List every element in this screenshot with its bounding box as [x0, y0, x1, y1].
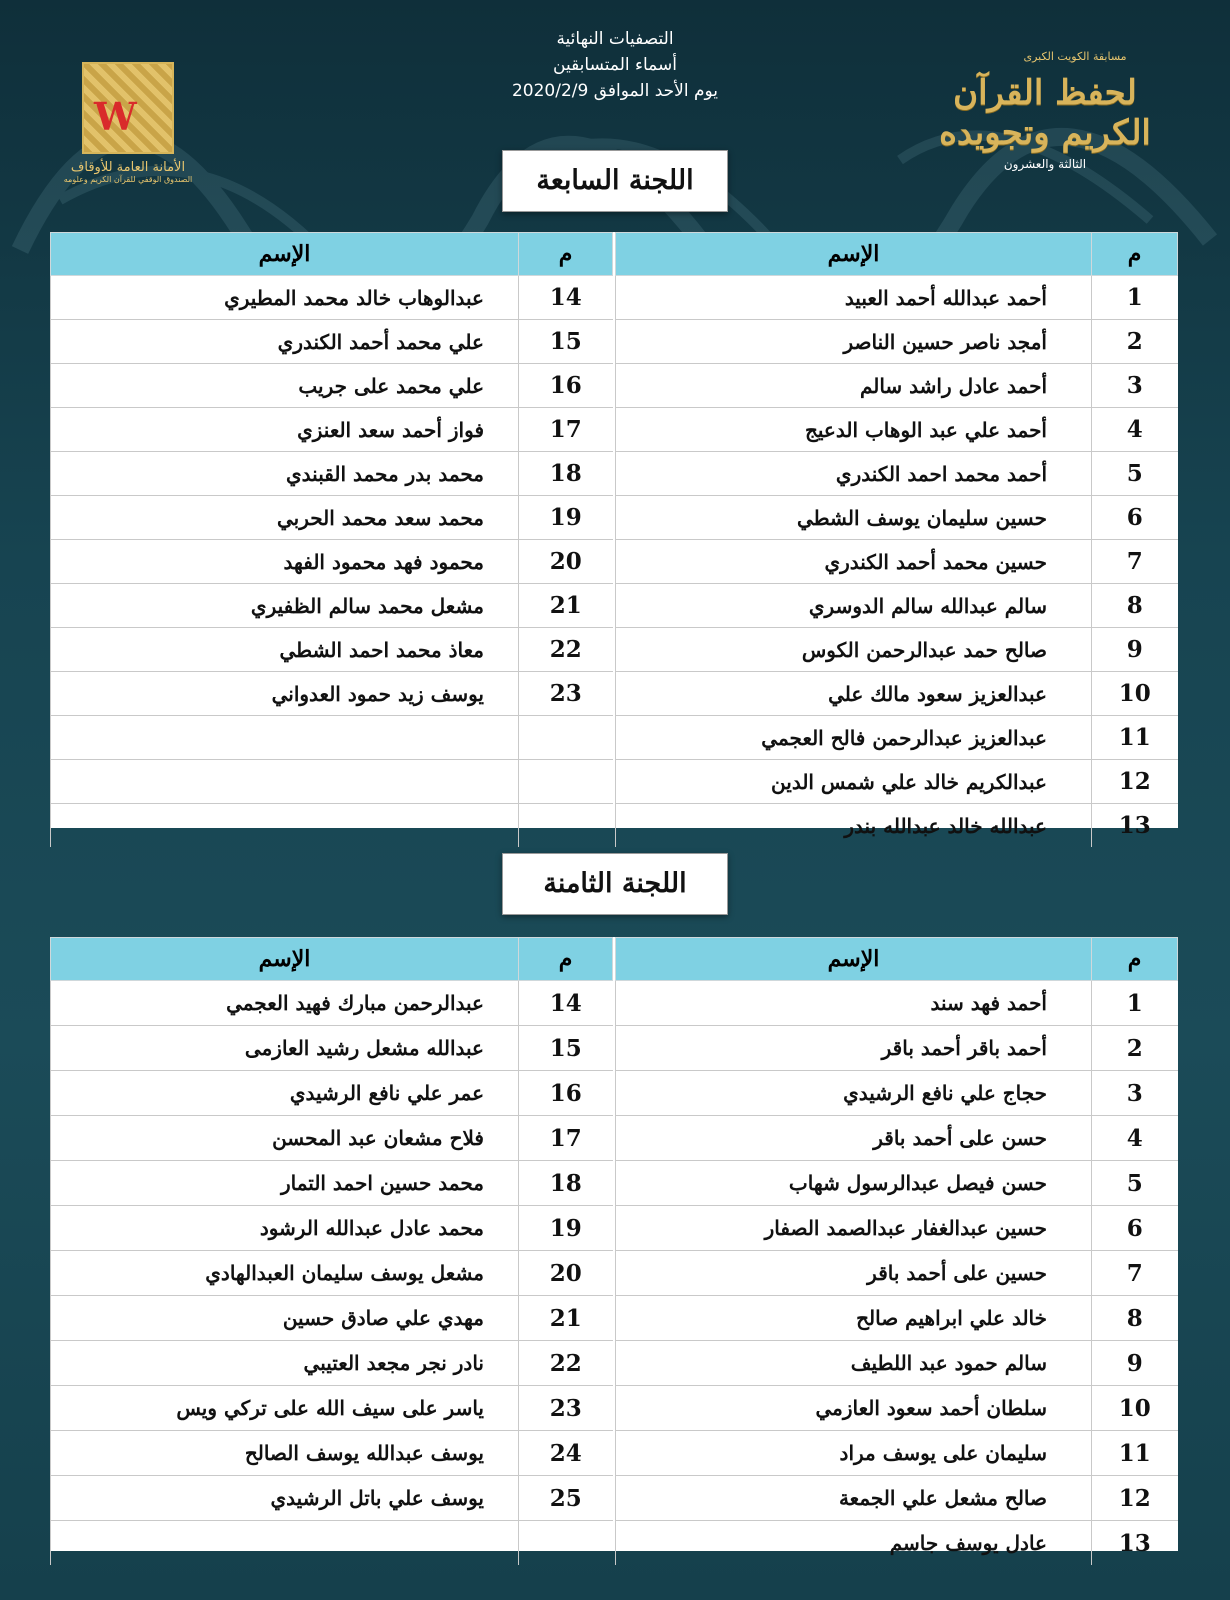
- contestant-name: حسن على أحمد باقر: [616, 1116, 1092, 1161]
- column-header-name: الإسم: [616, 938, 1092, 981]
- contestant-name: محمد عادل عبدالله الرشود: [51, 1206, 519, 1251]
- row-number: 8: [1092, 1296, 1178, 1341]
- contestant-name: [51, 1521, 519, 1566]
- contestant-name: عبدالوهاب خالد محمد المطيري: [51, 276, 519, 320]
- contestant-name: [51, 804, 519, 848]
- contestant-name: سلطان أحمد سعود العازمي: [616, 1386, 1092, 1431]
- row-number: 20: [519, 540, 613, 584]
- contestant-name: عبدالكريم خالد علي شمس الدين: [616, 760, 1092, 804]
- header-line-2: أسماء المتسابقين: [553, 55, 677, 75]
- row-number: 9: [1092, 1341, 1178, 1386]
- table-row: [616, 804, 1178, 848]
- table-row: [616, 1431, 1178, 1476]
- contestant-name: ياسر على سيف الله على تركي ويس: [51, 1386, 519, 1431]
- row-number: 14: [519, 276, 613, 320]
- contestant-name: عبدالعزيز عبدالرحمن فالح العجمي: [616, 716, 1092, 760]
- row-number: [519, 716, 613, 760]
- row-number: [519, 804, 613, 848]
- contestant-name: حسين عبدالغفار عبدالصمد الصفار: [616, 1206, 1092, 1251]
- contestant-name: حجاج علي نافع الرشيدي: [616, 1071, 1092, 1116]
- table-row: [51, 364, 613, 408]
- row-number: 25: [519, 1476, 613, 1521]
- row-number: [519, 760, 613, 804]
- table-row: [616, 716, 1178, 760]
- table-row: [51, 981, 613, 1026]
- row-number: 12: [1092, 1476, 1178, 1521]
- competition-logo-top: مسابقة الكويت الكبرى: [1023, 50, 1127, 63]
- contestant-name: عبدالله خالد عبدالله بندر: [616, 804, 1092, 848]
- contestant-name: أحمد فهد سند: [616, 981, 1092, 1026]
- row-number: 2: [1092, 1026, 1178, 1071]
- contestant-name: سليمان على يوسف مراد: [616, 1431, 1092, 1476]
- contestant-name: مشعل محمد سالم الظفيري: [51, 584, 519, 628]
- table-row: [51, 716, 613, 760]
- contestant-name: علي محمد أحمد الكندري: [51, 320, 519, 364]
- column-header-name: الإسم: [51, 233, 519, 276]
- row-number: 14: [519, 981, 613, 1026]
- contestant-name: عبدالرحمن مبارك فهيد العجمي: [51, 981, 519, 1026]
- row-number: 1: [1092, 276, 1178, 320]
- contestant-name: محمد سعد محمد الحربي: [51, 496, 519, 540]
- committee-7-table: [50, 232, 1178, 839]
- contestant-name: [51, 760, 519, 804]
- table-row: [616, 1206, 1178, 1251]
- table-row: [616, 364, 1178, 408]
- contestant-name: أحمد عبدالله أحمد العبيد: [616, 276, 1092, 320]
- table-row: [51, 1386, 613, 1431]
- table-row: [51, 804, 613, 848]
- row-number: 19: [519, 496, 613, 540]
- row-number: 16: [519, 1071, 613, 1116]
- table-row: [51, 1161, 613, 1206]
- column-header-name: الإسم: [616, 233, 1092, 276]
- contestant-name: حسين سليمان يوسف الشطي: [616, 496, 1092, 540]
- awqaf-logo: [58, 62, 198, 202]
- column-header-num: م: [1092, 938, 1178, 981]
- table-row: [616, 1026, 1178, 1071]
- contestant-name: محمد بدر محمد القبندي: [51, 452, 519, 496]
- contestant-name: محمود فهد محمود الفهد: [51, 540, 519, 584]
- row-number: 2: [1092, 320, 1178, 364]
- row-number: 8: [1092, 584, 1178, 628]
- row-number: 11: [1092, 1431, 1178, 1476]
- table-row: [616, 1386, 1178, 1431]
- table-row: [616, 1341, 1178, 1386]
- table-row: [616, 540, 1178, 584]
- row-number: 23: [519, 672, 613, 716]
- table-row: [51, 1476, 613, 1521]
- table-row: [616, 1116, 1178, 1161]
- contestant-name: أحمد عادل راشد سالم: [616, 364, 1092, 408]
- row-number: 16: [519, 364, 613, 408]
- contestant-name: يوسف زيد حمود العدواني: [51, 672, 519, 716]
- table-row: [51, 584, 613, 628]
- contestant-name: علي محمد على جريب: [51, 364, 519, 408]
- committee-8-table: [50, 937, 1178, 1557]
- header-line-1: التصفيات النهائية: [556, 29, 674, 49]
- contestant-name: [51, 716, 519, 760]
- committee-7-table-left: [50, 232, 613, 828]
- contestant-name: مهدي علي صادق حسين: [51, 1296, 519, 1341]
- table-row: [616, 1161, 1178, 1206]
- table-row: [51, 408, 613, 452]
- table-row: [51, 1026, 613, 1071]
- committee-7-title: اللجنة السابعة: [502, 150, 728, 212]
- row-number: 12: [1092, 760, 1178, 804]
- committee-7-table-right: [615, 232, 1178, 839]
- row-number: 18: [519, 1161, 613, 1206]
- row-number: 10: [1092, 672, 1178, 716]
- row-number: 15: [519, 1026, 613, 1071]
- row-number: 17: [519, 408, 613, 452]
- table-row: [51, 672, 613, 716]
- row-number: 21: [519, 1296, 613, 1341]
- contestant-name: سالم عبدالله سالم الدوسري: [616, 584, 1092, 628]
- row-number: 20: [519, 1251, 613, 1296]
- table-row: [51, 1251, 613, 1296]
- awqaf-caption: الأمانة العامة للأوقاف: [70, 160, 186, 175]
- table-row: [616, 1296, 1178, 1341]
- row-number: 11: [1092, 716, 1178, 760]
- contestant-name: صالح مشعل علي الجمعة: [616, 1476, 1092, 1521]
- row-number: 18: [519, 452, 613, 496]
- table-row: [51, 1206, 613, 1251]
- competition-logo-sub: الثالثة والعشرون: [1003, 157, 1087, 171]
- awqaf-subcaption: الصندوق الوقفي للقرآن الكريم وعلومه: [63, 175, 193, 184]
- column-header-num: م: [519, 938, 613, 981]
- contestant-name: معاذ محمد احمد الشطي: [51, 628, 519, 672]
- column-header-num: م: [1092, 233, 1178, 276]
- table-row: [51, 628, 613, 672]
- header-line-3: يوم الأحد الموافق 2020/2/9: [511, 81, 718, 101]
- table-row: [616, 1521, 1178, 1566]
- row-number: 9: [1092, 628, 1178, 672]
- table-row: [51, 540, 613, 584]
- row-number: 22: [519, 628, 613, 672]
- table-row: [616, 628, 1178, 672]
- row-number: 5: [1092, 1161, 1178, 1206]
- contestant-name: مشعل يوسف سليمان العبدالهادي: [51, 1251, 519, 1296]
- table-row: [51, 1521, 613, 1566]
- contestant-name: عبدالله مشعل رشيد العازمى: [51, 1026, 519, 1071]
- table-row: [616, 320, 1178, 364]
- row-number: 19: [519, 1206, 613, 1251]
- table-row: [51, 276, 613, 320]
- table-row: [51, 1341, 613, 1386]
- contestant-name: أحمد محمد احمد الكندري: [616, 452, 1092, 496]
- table-row: [51, 320, 613, 364]
- table-row: [616, 496, 1178, 540]
- row-number: 1: [1092, 981, 1178, 1026]
- row-number: 6: [1092, 496, 1178, 540]
- contestant-name: صالح حمد عبدالرحمن الكوس: [616, 628, 1092, 672]
- table-row: [616, 760, 1178, 804]
- contestant-name: يوسف عبدالله يوسف الصالح: [51, 1431, 519, 1476]
- contestant-name: نادر نجر مجعد العتيبي: [51, 1341, 519, 1386]
- table-row: [51, 496, 613, 540]
- table-row: [616, 452, 1178, 496]
- contestant-name: أحمد باقر أحمد باقر: [616, 1026, 1092, 1071]
- row-number: 13: [1092, 804, 1178, 848]
- table-row: [616, 1071, 1178, 1116]
- row-number: 17: [519, 1116, 613, 1161]
- committee-8-table-right: [615, 937, 1178, 1557]
- table-row: [51, 760, 613, 804]
- contestant-name: حسين محمد أحمد الكندري: [616, 540, 1092, 584]
- contestant-name: عمر علي نافع الرشيدي: [51, 1071, 519, 1116]
- row-number: 24: [519, 1431, 613, 1476]
- contestant-name: فلاح مشعان عبد المحسن: [51, 1116, 519, 1161]
- table-row: [51, 452, 613, 496]
- committee-8-table-left: [50, 937, 613, 1551]
- competition-logo-title: لحفظ القرآن الكريم وتجويده: [939, 73, 1151, 153]
- contestant-name: عبدالعزيز سعود مالك علي: [616, 672, 1092, 716]
- row-number: 4: [1092, 408, 1178, 452]
- row-number: 22: [519, 1341, 613, 1386]
- table-row: [616, 584, 1178, 628]
- contestant-name: أحمد علي عبد الوهاب الدعيج: [616, 408, 1092, 452]
- row-number: 13: [1092, 1521, 1178, 1566]
- contestant-name: خالد علي ابراهيم صالح: [616, 1296, 1092, 1341]
- row-number: 5: [1092, 452, 1178, 496]
- committee-8-title: اللجنة الثامنة: [502, 853, 728, 915]
- row-number: [519, 1521, 613, 1566]
- contestant-name: يوسف علي باتل الرشيدي: [51, 1476, 519, 1521]
- row-number: 3: [1092, 364, 1178, 408]
- row-number: 6: [1092, 1206, 1178, 1251]
- table-row: [51, 1116, 613, 1161]
- table-row: [51, 1071, 613, 1116]
- awqaf-emblem-icon: W: [82, 62, 174, 154]
- contestant-name: أمجد ناصر حسين الناصر: [616, 320, 1092, 364]
- contestant-name: عادل يوسف جاسم: [616, 1521, 1092, 1566]
- table-row: [51, 1431, 613, 1476]
- contestant-name: حسن فيصل عبدالرسول شهاب: [616, 1161, 1092, 1206]
- row-number: 7: [1092, 540, 1178, 584]
- row-number: 3: [1092, 1071, 1178, 1116]
- table-row: [616, 276, 1178, 320]
- competition-logo: [920, 50, 1170, 210]
- row-number: 7: [1092, 1251, 1178, 1296]
- row-number: 23: [519, 1386, 613, 1431]
- column-header-name: الإسم: [51, 938, 519, 981]
- row-number: 15: [519, 320, 613, 364]
- contestant-name: سالم حمود عبد اللطيف: [616, 1341, 1092, 1386]
- table-row: [616, 408, 1178, 452]
- contestant-name: فواز أحمد سعد العنزي: [51, 408, 519, 452]
- row-number: 10: [1092, 1386, 1178, 1431]
- table-row: [616, 672, 1178, 716]
- row-number: 4: [1092, 1116, 1178, 1161]
- table-row: [51, 1296, 613, 1341]
- table-row: [616, 981, 1178, 1026]
- column-header-num: م: [519, 233, 613, 276]
- contestant-name: محمد حسين احمد التمار: [51, 1161, 519, 1206]
- row-number: 21: [519, 584, 613, 628]
- contestant-name: حسين على أحمد باقر: [616, 1251, 1092, 1296]
- table-row: [616, 1476, 1178, 1521]
- table-row: [616, 1251, 1178, 1296]
